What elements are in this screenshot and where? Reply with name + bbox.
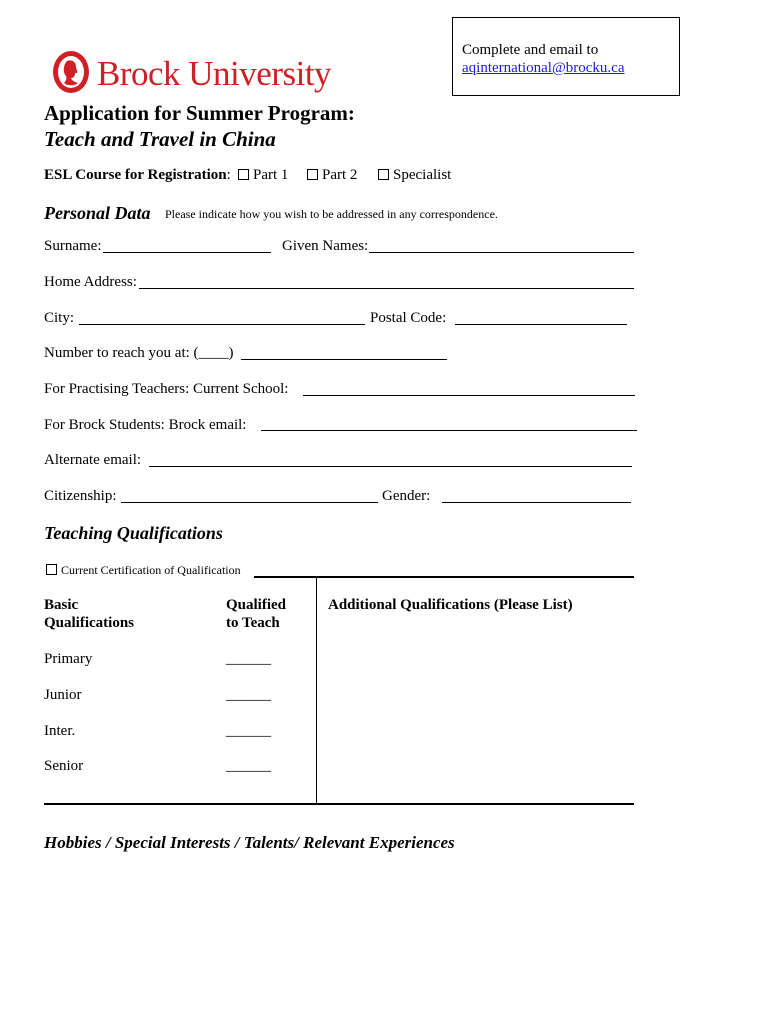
home-address-field[interactable]: [139, 288, 634, 289]
qualifications-top-rule: [254, 576, 634, 578]
option-specialist-label: Specialist: [393, 167, 452, 183]
home-address-label: Home Address:: [44, 274, 137, 290]
teaching-qualifications-heading: Teaching Qualifications: [44, 523, 223, 543]
col1-header-line2: Qualifications: [44, 615, 135, 631]
certification-option[interactable]: [46, 563, 241, 577]
gender-field[interactable]: [442, 502, 631, 503]
row-junior-label: Junior: [44, 687, 82, 703]
option-part2[interactable]: [307, 166, 357, 184]
postal-code-field[interactable]: [455, 324, 627, 325]
row-primary-blank[interactable]: ______: [226, 651, 271, 667]
page-subtitle: Teach and Travel in China: [44, 127, 276, 151]
brock-logo-icon: [51, 49, 91, 95]
registration-row: [44, 166, 231, 184]
option-part2-label: Part 2: [322, 167, 358, 183]
surname-field[interactable]: [103, 252, 271, 253]
personal-data-note: Please indicate how you wish to be addressed in any correspondence.: [165, 207, 498, 221]
row-junior-blank[interactable]: ______: [226, 687, 271, 703]
col2-header-line2: to Teach: [226, 615, 280, 631]
part1-checkbox[interactable]: [238, 169, 249, 180]
contact-box: [452, 17, 680, 96]
row-inter-blank[interactable]: ______: [226, 723, 271, 739]
option-specialist[interactable]: [378, 166, 451, 184]
brock-email-label: For Brock Students: Brock email:: [44, 417, 247, 433]
given-names-field[interactable]: [369, 252, 634, 253]
postal-code-label: Postal Code:: [370, 310, 447, 326]
basic-qualifications-header: [44, 596, 134, 632]
col1-header-line1: Basic: [44, 597, 79, 613]
alternate-email-label: Alternate email:: [44, 452, 142, 468]
col2-header-line1: Qualified: [226, 597, 287, 613]
current-school-field[interactable]: [303, 395, 635, 396]
gender-label: Gender:: [382, 488, 431, 504]
citizenship-label: Citizenship:: [44, 488, 117, 504]
specialist-checkbox[interactable]: [378, 169, 389, 180]
option-part1-label: Part 1: [253, 167, 289, 183]
current-school-label: For Practising Teachers: Current School:: [44, 381, 289, 397]
given-names-label: Given Names:: [282, 238, 369, 254]
qualified-to-teach-header: [226, 596, 286, 632]
logo-wordmark: Brock University: [97, 54, 332, 93]
city-label: City:: [44, 310, 75, 326]
certification-checkbox[interactable]: [46, 564, 57, 575]
row-inter-label: Inter.: [44, 723, 76, 739]
citizenship-field[interactable]: [121, 502, 378, 503]
city-field[interactable]: [79, 324, 365, 325]
page-title: Application for Summer Program:: [44, 101, 355, 125]
contact-instruction: Complete and email to: [462, 42, 599, 58]
qualifications-divider: [316, 578, 317, 804]
hobbies-heading: Hobbies / Special Interests / Talents/ Relevant Experiences: [44, 833, 455, 852]
certification-label: Current Certification of Qualification: [61, 563, 241, 577]
part2-checkbox[interactable]: [307, 169, 318, 180]
registration-colon: :: [226, 167, 231, 183]
surname-label: Surname:: [44, 238, 102, 254]
additional-qualifications-header: Additional Qualifications (Please List): [328, 597, 573, 613]
brock-email-field[interactable]: [261, 430, 637, 431]
row-senior-label: Senior: [44, 758, 84, 774]
personal-data-heading: Personal Data: [44, 203, 151, 223]
row-senior-blank[interactable]: ______: [226, 758, 271, 774]
phone-label: Number to reach you at: (____): [44, 345, 234, 361]
row-primary-label: Primary: [44, 651, 93, 667]
alternate-email-field[interactable]: [149, 466, 632, 467]
phone-field[interactable]: [241, 359, 447, 360]
option-part1[interactable]: [238, 166, 288, 184]
registration-label: ESL Course for Registration: [44, 167, 227, 183]
qualifications-bottom-rule: [44, 803, 634, 805]
contact-email-link[interactable]: aqinternational@brocku.ca: [462, 60, 625, 76]
